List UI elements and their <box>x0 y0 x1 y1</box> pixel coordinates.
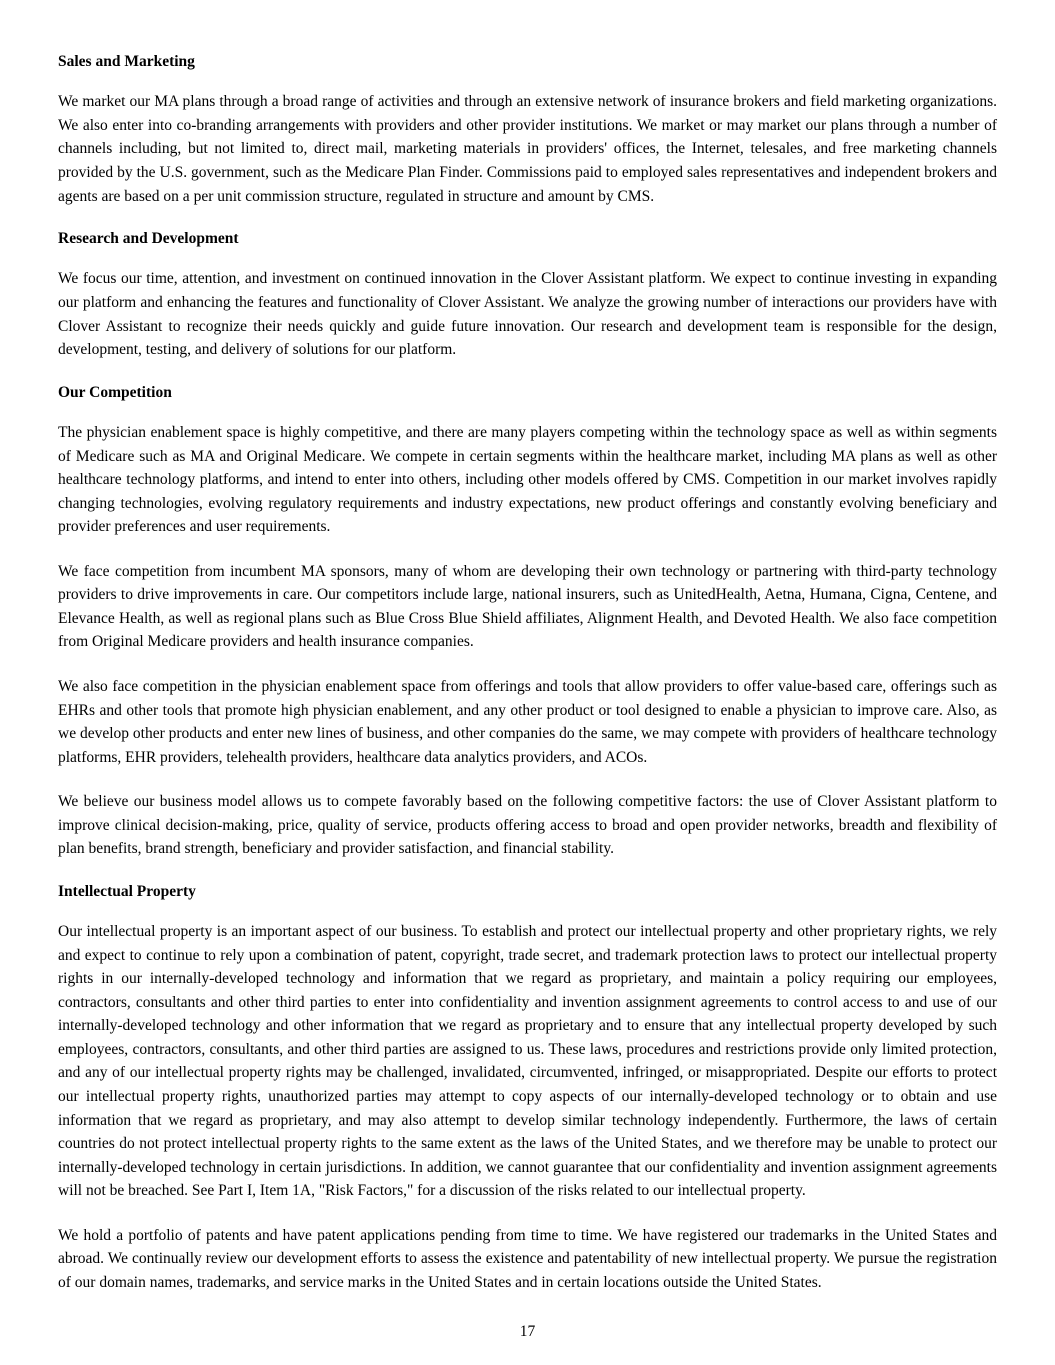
spacer <box>58 769 997 790</box>
spacer <box>58 901 997 920</box>
spacer <box>58 362 997 383</box>
paragraph-research-and-development: We focus our time, attention, and investment on continued innovation in the Clover Assistant platform. We expect to continue investing in expanding our platform and enhancing the features and functionality of Clover Assistant. We analyze the growing number of interactions our providers have with Clover Assistant to recognize their needs quickly and guide future innovation. Our research and development team is responsible for the design, development, testing, and delivery of solutions for our platform. <box>58 270 997 359</box>
spacer <box>58 539 997 560</box>
section-heading-intellectual-property: Intellectual Property <box>58 882 196 900</box>
spacer <box>58 248 997 267</box>
paragraph-competition-overview: The physician enablement space is highly competitive, and there are many players competing within the technology space as well as within segments of Medicare such as MA and Original Medicare. We compete in certain segments within the healthcare market, including MA plans as well as other healthcare technology platforms, and intend to enter into others, including other models offered by CMS. Competition in our market involves rapidly changing technologies, evolving regulatory requirements and industry expectations, new product offerings and constantly evolving beneficiary and provider preferences and user requirements. <box>58 424 997 536</box>
spacer <box>58 1203 997 1224</box>
paragraph-competition-enablement: We also face competition in the physician enablement space from offerings and tools that allow providers to offer value-based care, offerings such as EHRs and other tools that promote high physician enablement, and any other product or tool designed to enable a physician to improve care. Also, as we develop other products and enter new lines of business, and other companies do the same, we may compete with providers of healthcare technology platforms, EHR providers, telehealth providers, healthcare data analytics providers, and ACOs. <box>58 677 997 766</box>
spacer <box>58 208 997 229</box>
spacer <box>58 654 997 675</box>
paragraph-intellectual-property-protection: Our intellectual property is an important aspect of our business. To establish and protect our intellectual property and other proprietary rights, we rely and expect to continue to rely upon a combination of patent, copyright, trade secret, and trademark protection laws to protect our intellectual property rights in our internally-developed technology and information that we regard as proprietary, and maintain a policy requiring our employees, contractors, consultants and other third parties to enter into confidentiality and invention assignment agreements to control access to and use of our internally-developed technology and other information that we regard as proprietary and to ensure that any intellectual property developed by such employees, contractors, consultants, and other third parties are assigned to us. These laws, procedures and restrictions provide only limited protection, and any of our intellectual property rights may be challenged, invalidated, circumvented, infringed, or misappropriated. Despite our efforts to protect our intellectual property rights, unauthorized parties may attempt to copy aspects of our internally-developed technology or to obtain and use information that we regard as proprietary, and may also attempt to develop similar technology independently. Furthermore, the laws of certain countries do not protect intellectual property rights to the same extent as the laws of the United States, and we therefore may be unable to protect our internally-developed technology in certain jurisdictions. In addition, we cannot guarantee that our confidentiality and invention assignment agreements will not be breached. See Part I, Item 1A, "Risk Factors," for a discussion of the risks related to our intellectual property. <box>58 923 997 1200</box>
section-heading-sales-and-marketing: Sales and Marketing <box>58 53 195 70</box>
section-heading-our-competition: Our Competition <box>58 383 172 401</box>
document-content <box>58 52 997 1295</box>
paragraph-competitive-factors: We believe our business model allows us to compete favorably based on the following competitive factors: the use of Clover Assistant platform to improve clinical decision-making, price, quality of service, products offering access to broad and open provider networks, breadth and flexibility of plan benefits, brand strength, beneficiary and provider satisfaction, and financial stability. <box>58 793 997 858</box>
spacer <box>58 71 997 90</box>
page-number: 17 <box>519 1323 536 1340</box>
spacer <box>58 402 997 421</box>
paragraph-patents-and-trademarks: We hold a portfolio of patents and have patent applications pending from time to time. We have registered our trademarks in the United States and abroad. We continually review our development efforts to assess the existence and patentability of new intellectual property. We pursue the registration of our domain names, trademarks, and service marks in the United States and in certain locations outside the United States. <box>58 1226 997 1291</box>
paragraph-competition-incumbents: We face competition from incumbent MA sponsors, many of whom are developing their own technology or partnering with third-party technology providers to drive improvements in care. Our competitors include large, national insurers, such as UnitedHealth, Aetna, Humana, Cigna, Centene, and Elevance Health, as well as regional plans such as Blue Cross Blue Shield affiliates, Alignment Health, and Devoted Health. We also face competition from Original Medicare providers and health insurance companies. <box>58 562 997 651</box>
section-heading-research-and-development: Research and Development <box>58 230 239 248</box>
paragraph-sales-and-marketing: We market our MA plans through a broad range of activities and through an extensive network of insurance brokers and field marketing organizations. We also enter into co-branding arrangements with providers and other provider institutions. We market or may market our plans through a number of channels including, but not limited to, direct mail, marketing materials in providers' offices, the Internet, telesales, and free marketing channels provided by the U.S. government, such as the Medicare Plan Finder. Commissions paid to employed sales representatives and independent brokers and agents are based on a per unit commission structure, regulated in structure and amount by CMS. <box>58 93 997 205</box>
spacer <box>58 861 997 882</box>
